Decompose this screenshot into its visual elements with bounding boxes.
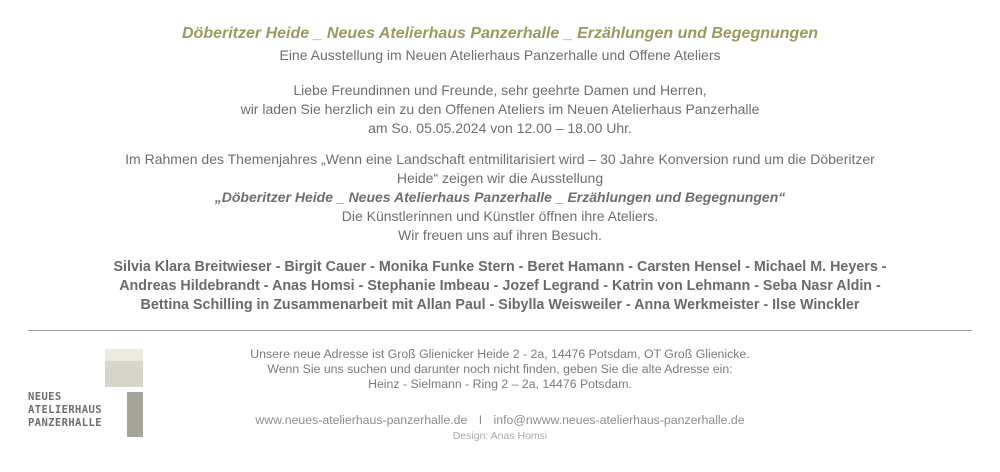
logo-line: PANZERHALLE [28,417,102,429]
intro-line: Im Rahmen des Themenjahres „Wenn eine Landschaft entmilitarisiert wird – 30 Jahre Konversion rund um die Döberitzer [125,151,875,167]
intro-line: Wir freuen uns auf ihren Besuch. [398,227,602,243]
intro-line: Die Künstlerinnen und Künstler öffnen ihre Ateliers. [341,208,659,224]
contact-links [0,413,1000,427]
intro-line: Heide“ zeigen wir die Ausstellung [396,170,604,186]
greeting-line: Liebe Freundinnen und Freunde, sehr geehrte Damen und Herren, [293,82,707,98]
logo-line: NEUES [28,391,62,403]
logo-line: ATELIERHAUS [28,404,102,416]
link-separator: I [478,413,483,427]
intro-block [0,150,1000,245]
artist-line: Andreas Hildebrandt - Anas Homsi - Stephanie Imbeau - Jozef Legrand - Katrin von Lehmann - Seba Nasr Aldin - [119,278,881,294]
email-link[interactable]: info@nwww.neues-atelierhaus-panzerhalle.de [493,413,745,427]
address-line: Unsere neue Adresse ist Groß Glienicker Heide 2 - 2a, 14476 Potsdam, OT Groß Glienicke. [250,347,750,361]
exhibition-name: „Döberitzer Heide _ Neues Atelierhaus Panzerhalle _ Erzählungen und Begegnungen“ [214,189,786,205]
greeting-line: wir laden Sie herzlich ein zu den Offenen Ateliers im Neuen Atelierhaus Panzerhalle [240,101,760,117]
design-credit: Design: Anas Homsi [452,430,548,442]
address-line: Wenn Sie uns suchen und darunter noch nicht finden, geben Sie die alte Adresse ein: [267,362,733,376]
address-line: Heinz - Sielmann - Ring 2 – 2a, 14476 Potsdam. [368,377,632,391]
greeting-block [0,81,1000,138]
artist-line: Bettina Schilling in Zusammenarbeit mit Allan Paul - Sibylla Weisweiler - Anna Werkmeister - Ilse Winckler [140,297,860,313]
event-title: Döberitzer Heide _ Neues Atelierhaus Panzerhalle _ Erzählungen und Begegnungen [182,25,818,42]
website-link[interactable]: www.neues-atelierhaus-panzerhalle.de [255,413,468,427]
address-block [0,347,1000,392]
artist-list [60,258,940,315]
divider [28,330,972,331]
event-subtitle: Eine Ausstellung im Neuen Atelierhaus Panzerhalle und Offene Ateliers [279,47,721,63]
artist-line: Silvia Klara Breitwieser - Birgit Cauer - Monika Funke Stern - Beret Hamann - Carsten Hensel - Michael M. Heyers - [113,259,887,275]
event-date-line: am So. 05.05.2024 von 12.00 – 18.00 Uhr. [368,120,632,136]
